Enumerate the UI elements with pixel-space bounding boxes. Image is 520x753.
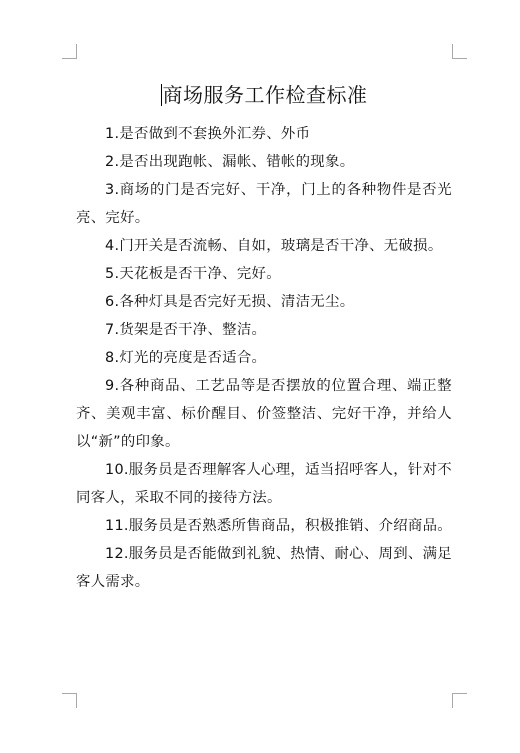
checklist-item: 6.各种灯具是否完好无损、清洁无尘。	[105, 294, 355, 310]
checklist-item: 12.服务员是否能做到礼貌、热情、耐心、周到、满足客人需求。	[76, 546, 452, 590]
crop-mark-top-left	[62, 44, 77, 59]
checklist-item: 11.服务员是否熟悉所售商品，积极推销、介绍商品。	[105, 518, 452, 534]
checklist-item: 5.天花板是否干净、完好。	[105, 266, 281, 282]
checklist-item: 8.灯光的亮度是否适合。	[105, 350, 267, 366]
checklist-item: 3.商场的门是否完好、干净，门上的各种物件是否光亮、完好。	[76, 182, 452, 226]
checklist-item: 2.是否出现跑帐、漏帐、错帐的现象。	[105, 154, 355, 170]
checklist-item: 1.是否做到不套换外汇券、外币	[105, 126, 311, 142]
checklist	[76, 120, 452, 596]
checklist-item: 10.服务员是否理解客人心理，适当招呼客人，针对不同客人，采取不同的接待方法。	[76, 462, 452, 506]
document-body[interactable]	[76, 80, 452, 596]
crop-mark-bottom-left	[62, 693, 77, 708]
checklist-item: 4.门开关是否流畅、自如，玻璃是否干净、无破损。	[105, 238, 443, 254]
crop-mark-top-right	[452, 44, 467, 59]
checklist-item: 9.各种商品、工艺品等是否摆放的位置合理、端正整齐、美观丰富、标价醒目、价签整洁、完好干净，并给人以“新”的印象。	[76, 378, 452, 450]
document-title-text: 商场服务工作检查标准	[162, 83, 368, 107]
document-title	[76, 80, 452, 110]
checklist-item: 7.货架是否干净、整洁。	[105, 322, 267, 338]
text-cursor	[161, 84, 162, 106]
crop-mark-bottom-right	[452, 693, 467, 708]
